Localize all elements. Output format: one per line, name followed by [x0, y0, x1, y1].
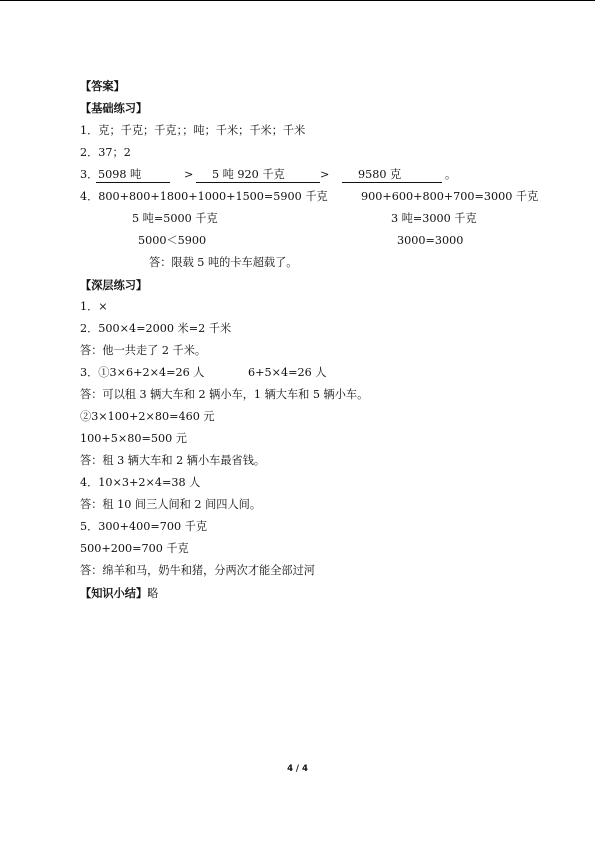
basic-q2: 2．37；2: [80, 146, 131, 159]
deep-line-12: 500+200=700 千克: [80, 542, 189, 555]
deep-line-7: 100+5×80=500 元: [80, 432, 187, 445]
deep-line-8: 答：租 3 辆大车和 2 辆小车最省钱。: [80, 454, 266, 467]
answer-heading: 【答案】: [80, 79, 125, 93]
deep-line-6: ②3×100+2×80=460 元: [80, 410, 215, 423]
deep-line-5: 答：可以租 3 辆大车和 2 辆小车，1 辆大车和 5 辆小车。: [80, 388, 369, 401]
summary-text: 略: [147, 587, 159, 600]
page-number: 4 / 4: [287, 764, 308, 774]
basic-practice-heading: 【基础练习】: [80, 101, 148, 115]
deep-line-13: 答：绵羊和马，奶牛和猪，分两次才能全部过河: [80, 564, 315, 577]
basic-q1: 1．克；千克；千克；；吨；千米；千米；千米: [80, 124, 306, 137]
basic-q4-right-3: 3000=3000: [397, 234, 464, 247]
basic-q3-blank-3: 9580 克: [342, 168, 442, 183]
basic-q4-right-2: 3 吨=3000 千克: [391, 212, 477, 225]
deep-line-2: 2．500×4=2000 米=2 千米: [80, 322, 232, 335]
basic-q4-right-1: 900+600+800+700=3000 千克: [361, 190, 539, 203]
basic-q3-blank-1: 5098 吨: [96, 168, 170, 183]
deep-practice-heading: 【深层练习】: [80, 278, 148, 292]
basic-q4-left-3: 5000＜5900: [138, 234, 207, 247]
deep-line-3: 答：他一共走了 2 千米。: [80, 344, 207, 357]
basic-q3-end: 。: [445, 168, 457, 181]
basic-q3-greater-2: >: [320, 168, 330, 181]
summary-heading: 【知识小结】: [80, 586, 148, 600]
deep-line-11: 5．300+400=700 千克: [80, 520, 208, 533]
top-rule: [0, 0, 595, 1]
deep-line-10: 答：租 10 间三人间和 2 间四人间。: [80, 498, 262, 511]
deep-line-4a: 3．①3×6+2×4=26 人: [80, 366, 205, 379]
basic-q4-left-2: 5 吨=5000 千克: [132, 212, 218, 225]
summary-line: [80, 586, 158, 601]
basic-q3-greater-1: >: [184, 168, 194, 181]
deep-line-9: 4．10×3+2×4=38 人: [80, 476, 201, 489]
basic-q4-answer: 答：限载 5 吨的卡车超载了。: [149, 256, 298, 269]
basic-q4-left-1: 4．800+800+1800+1000+1500=5900 千克: [80, 190, 328, 203]
deep-line-1: 1．×: [80, 300, 108, 313]
deep-line-4b: 6+5×4=26 人: [248, 366, 327, 379]
basic-q3-number: 3．: [80, 168, 99, 181]
basic-q3-blank-2: 5 吨 920 千克: [196, 168, 320, 183]
